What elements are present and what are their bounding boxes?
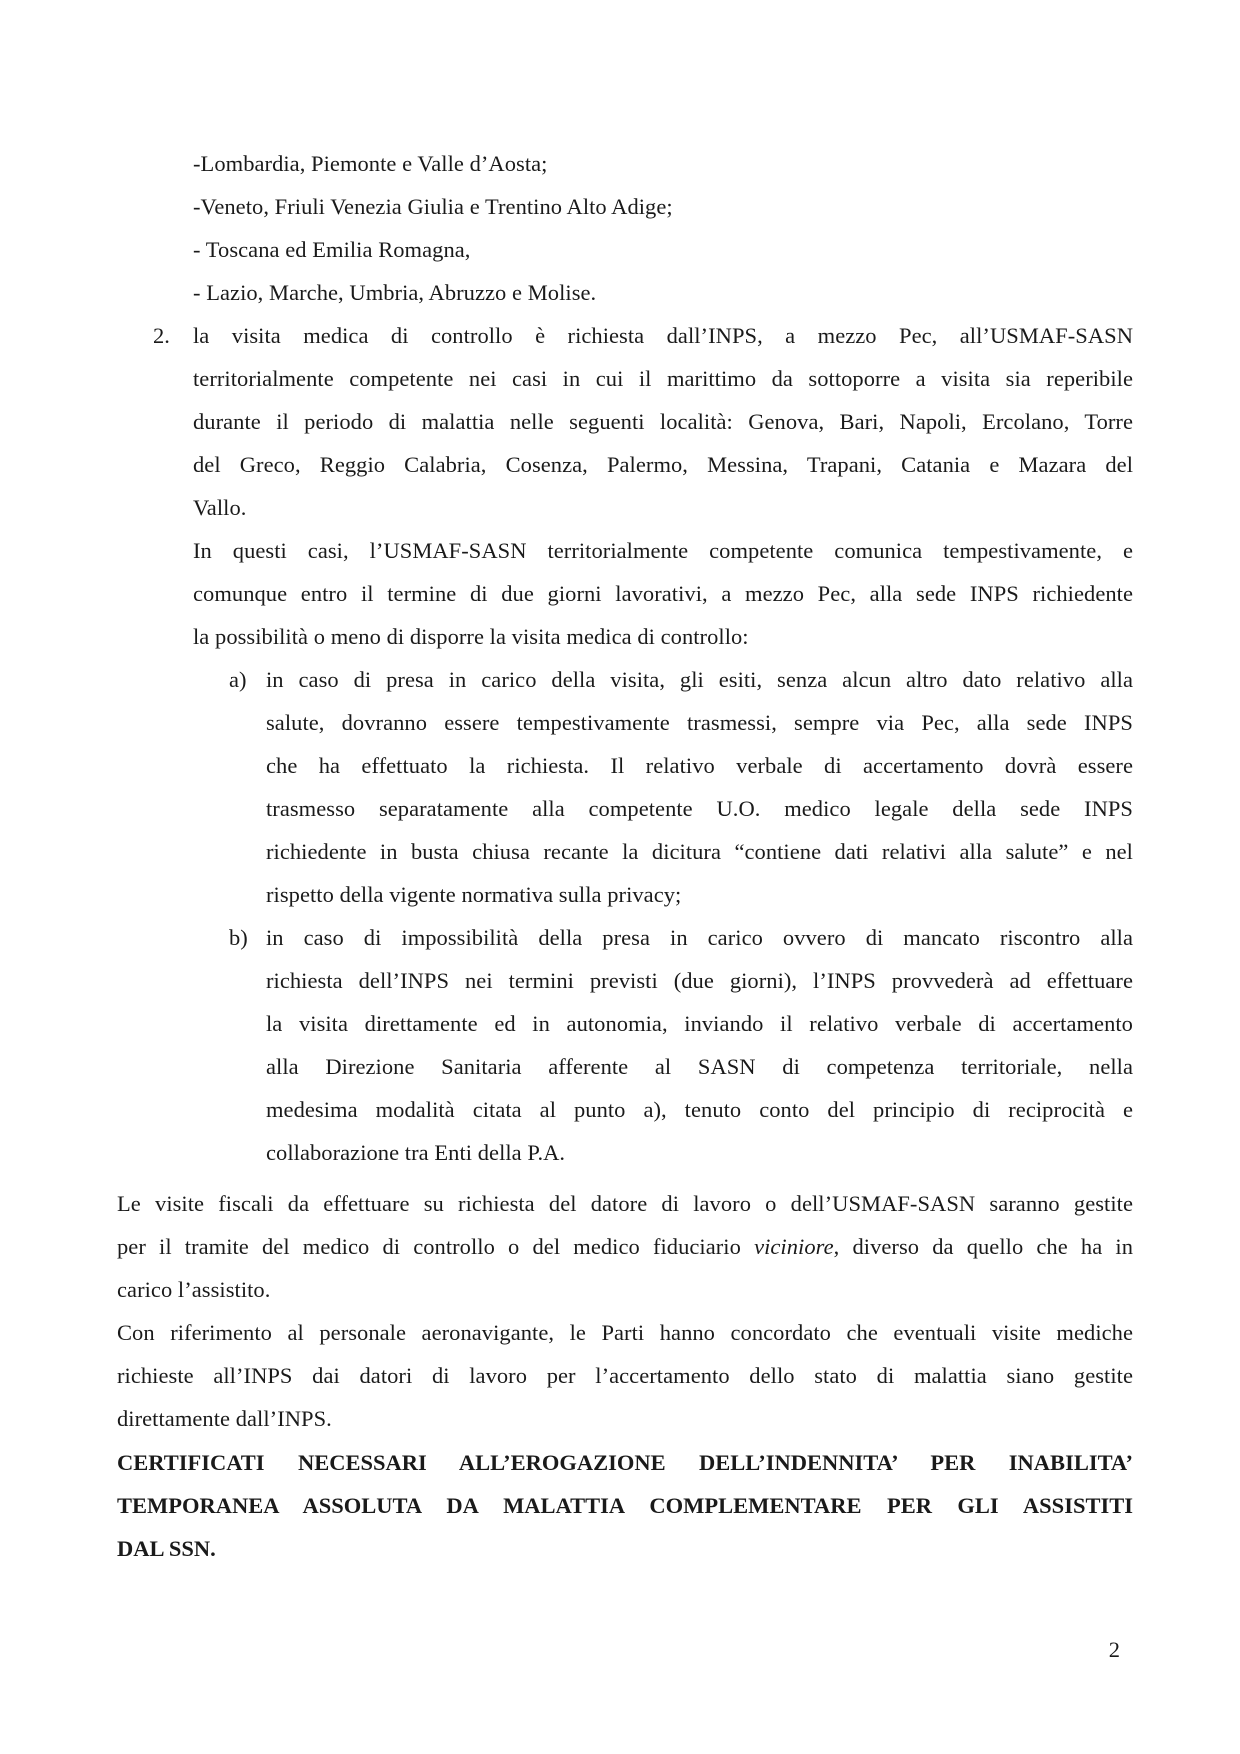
text-line: la visita direttamente ed in autonomia, inviando il relativo verbale di accertamento	[266, 1011, 1133, 1036]
text-line: In questi casi, l’USMAF-SASN territorialmente competente comunica tempestivamente, e	[193, 538, 1133, 563]
text-line: alla Direzione Sanitaria afferente al SASN di competenza territoriale, nella	[266, 1054, 1133, 1079]
text-segment: , diverso da quello che ha in	[833, 1234, 1133, 1259]
region-line: - Toscana ed Emilia Romagna,	[193, 237, 471, 262]
italic-term: viciniore	[754, 1234, 834, 1259]
text-line: medesima modalità citata al punto a), tenuto conto del principio di reciprocità e	[266, 1097, 1133, 1122]
heading-line: CERTIFICATI NECESSARI ALL’EROGAZIONE DELL’INDENNITA’ PER INABILITA’	[117, 1450, 1133, 1475]
text-line	[117, 1225, 1133, 1268]
text-line: carico l’assistito.	[117, 1277, 271, 1302]
heading-line: DAL SSN.	[117, 1536, 216, 1561]
region-list	[193, 142, 1133, 314]
text-line: la possibilità o meno di disporre la visita medica di controllo:	[193, 624, 749, 649]
sub-item-body	[266, 916, 1133, 1174]
text-line: richiesta dell’INPS nei termini previsti (due giorni), l’INPS provvederà ad effettuare	[266, 968, 1133, 993]
region-line: -Lombardia, Piemonte e Valle d’Aosta;	[193, 151, 548, 176]
text-line: rispetto della vigente normativa sulla privacy;	[266, 882, 682, 907]
text-line: richieste all’INPS dai datori di lavoro per l’accertamento dello stato di malattia siano gestite	[117, 1363, 1133, 1388]
text-line: che ha effettuato la richiesta. Il relativo verbale di accertamento dovrà essere	[266, 753, 1133, 778]
text-line: Con riferimento al personale aeronavigante, le Parti hanno concordato che eventuali visite mediche	[117, 1320, 1133, 1345]
text-segment: per il tramite del medico di controllo o del medico fiduciario	[117, 1234, 755, 1259]
text-line: Le visite fiscali da effettuare su richiesta del datore di lavoro o dell’USMAF-SASN saranno gestite	[117, 1191, 1133, 1216]
page-number: 2	[1108, 1637, 1120, 1662]
text-line: trasmesso separatamente alla competente U.O. medico legale della sede INPS	[266, 796, 1133, 821]
list-item-body	[193, 314, 1133, 658]
text-line: comunque entro il termine di due giorni lavorativi, a mezzo Pec, alla sede INPS richiedente	[193, 581, 1133, 606]
paragraph-visite-fiscali	[117, 1182, 1133, 1311]
text-line: durante il periodo di malattia nelle seguenti località: Genova, Bari, Napoli, Ercolano, Torre	[193, 409, 1133, 434]
section-heading	[117, 1441, 1133, 1570]
sub-item-label: a)	[229, 667, 247, 692]
text-line: collaborazione tra Enti della P.A.	[266, 1140, 566, 1165]
list-item-number: 2.	[153, 323, 170, 348]
text-line: in caso di impossibilità della presa in carico ovvero di mancato riscontro alla	[266, 925, 1133, 950]
heading-line: TEMPORANEA ASSOLUTA DA MALATTIA COMPLEMENTARE PER GLI ASSISTITI	[117, 1493, 1133, 1518]
text-line: richiedente in busta chiusa recante la dicitura “contiene dati relativi alla salute” e nel	[266, 839, 1133, 864]
text-line: Vallo.	[193, 495, 247, 520]
text-line: del Greco, Reggio Calabria, Cosenza, Palermo, Messina, Trapani, Catania e Mazara del	[193, 452, 1133, 477]
paragraph-aeronavigante	[117, 1311, 1133, 1440]
sub-item-label: b)	[229, 925, 248, 950]
region-line: -Veneto, Friuli Venezia Giulia e Trentino Alto Adige;	[193, 194, 673, 219]
text-line: territorialmente competente nei casi in cui il marittimo da sottoporre a visita sia reperibile	[193, 366, 1133, 391]
text-line: la visita medica di controllo è richiesta dall’INPS, a mezzo Pec, all’USMAF-SASN	[193, 323, 1133, 348]
region-line: - Lazio, Marche, Umbria, Abruzzo e Molise.	[193, 280, 597, 305]
text-line: direttamente dall’INPS.	[117, 1406, 332, 1431]
text-line: in caso di presa in carico della visita, gli esiti, senza alcun altro dato relativo alla	[266, 667, 1133, 692]
text-line: salute, dovranno essere tempestivamente trasmessi, sempre via Pec, alla sede INPS	[266, 710, 1133, 735]
sub-item-body	[266, 658, 1133, 916]
